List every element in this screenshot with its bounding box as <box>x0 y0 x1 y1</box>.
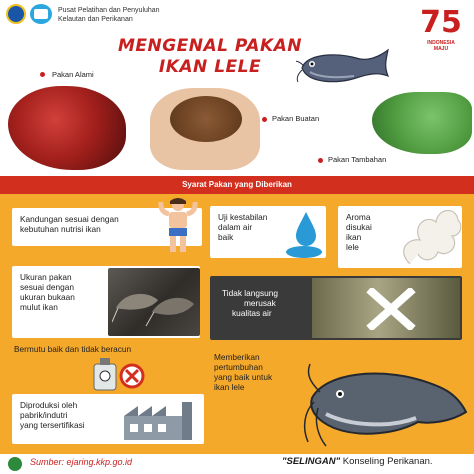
req-diproduksi-line3: yang tersertifikasi <box>20 420 85 430</box>
strong-man-icon <box>156 196 200 256</box>
org-name <box>58 6 208 24</box>
badge-number: 75 <box>420 5 462 40</box>
req-ukuran-line3: ukuran bukaan <box>20 292 75 302</box>
feed-label-tambahan: Pakan Tambahan <box>328 155 387 164</box>
catfish-heads-icon <box>112 278 196 328</box>
requirements-heading: Syarat Pakan yang Diberikan <box>182 180 292 189</box>
aroma-smoke-icon <box>390 196 466 268</box>
badge-line-1: INDONESIA <box>427 40 455 46</box>
req-kualitas-line2: merusak <box>244 298 276 308</box>
req-diproduksi-line1: Diproduksi oleh <box>20 400 78 410</box>
poison-bottle-icon <box>90 356 146 392</box>
title-line-2: IKAN LELE <box>158 57 262 77</box>
req-bermutu-text <box>14 344 204 354</box>
footer-tagline <box>282 456 433 467</box>
feed-label-buatan: Pakan Buatan <box>272 114 320 123</box>
big-catfish-icon <box>300 352 470 450</box>
page-title <box>110 36 310 78</box>
req-ukuran-line4: mulut ikan <box>20 302 58 312</box>
req-kestabilan-line2: dalam air <box>218 222 253 232</box>
req-nutrisi-line1: Kandungan sesuai dengan <box>20 214 119 224</box>
req-aroma-line1: Aroma <box>346 212 371 222</box>
req-kualitas-line1: Tidak langsung <box>222 288 278 298</box>
req-kestabilan-line1: Uji kestabilan <box>218 212 268 222</box>
req-nutrisi-line2: kebutuhan nutrisi ikan <box>20 224 101 234</box>
badge-line-2: MAJU <box>433 46 449 52</box>
kkp-logo <box>6 4 26 24</box>
req-pertumbuhan-line3: yang baik untuk <box>214 372 273 382</box>
pakan-alami-image <box>8 86 126 170</box>
cross-mark-icon <box>366 288 416 330</box>
feed-dot-tambahan <box>318 158 323 163</box>
req-kestabilan-line3: baik <box>218 232 234 242</box>
req-aroma-line3: ikan <box>346 232 362 242</box>
pakan-tambahan-image <box>372 92 472 154</box>
org-line-1: Pusat Pelatihan dan Penyuluhan <box>58 7 160 14</box>
footer-source: Sumber: ejaring.kkp.go.id <box>30 457 133 467</box>
feed-label-alami: Pakan Alami <box>52 70 94 79</box>
footer-tagline-text: Konseling Perikanan. <box>340 456 433 467</box>
catfish-illustration <box>296 42 392 90</box>
req-ukuran-line2: sesuai dengan <box>20 282 74 292</box>
req-bermutu-line1: Bermutu baik dan tidak beracun <box>14 344 132 354</box>
req-pertumbuhan-line2: pertumbuhan <box>214 362 263 372</box>
req-aroma-line2: disukai <box>346 222 372 232</box>
feed-dot-buatan <box>262 117 267 122</box>
factory-icon <box>120 398 200 442</box>
feed-dot-alami <box>40 72 45 77</box>
req-kualitas-line3: kualitas air <box>232 308 272 318</box>
req-aroma-line4: lele <box>346 242 359 252</box>
req-pertumbuhan-line4: ikan lele <box>214 382 245 392</box>
requirements-heading-band <box>0 176 474 194</box>
water-drop-icon <box>286 210 326 260</box>
footer-brand: "SELINGAN" <box>282 456 341 467</box>
indonesia-maju-badge <box>416 6 466 62</box>
footer-logo-icon <box>8 457 22 471</box>
req-pertumbuhan-line1: Memberikan <box>214 352 260 362</box>
pakan-buatan-pellets <box>170 96 242 142</box>
req-diproduksi-line2: pabrik/indutri <box>20 410 68 420</box>
title-line-1: MENGENAL PAKAN <box>117 36 303 56</box>
org-line-2: Kelautan dan Perikanan <box>58 16 133 23</box>
req-ukuran-line1: Ukuran pakan <box>20 272 72 282</box>
bisa-badge <box>34 9 48 19</box>
